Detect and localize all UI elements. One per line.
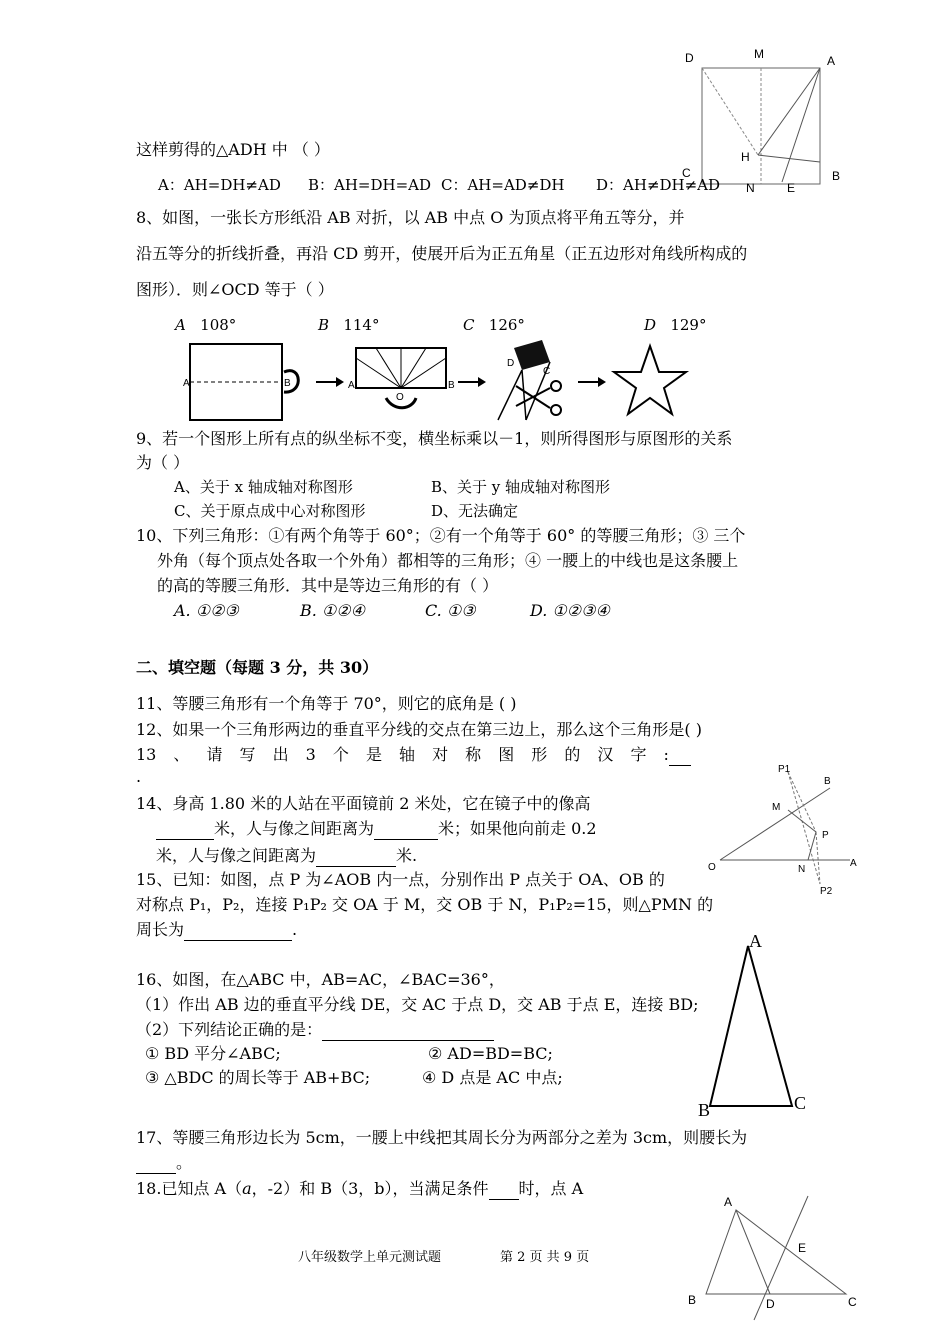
svg-text:B: B — [448, 380, 455, 391]
q8-option-d: D 129° — [644, 316, 707, 334]
svg-text:B: B — [824, 776, 831, 787]
svg-text:B: B — [698, 1100, 711, 1120]
q18-blank[interactable] — [489, 1183, 519, 1200]
q14-line2: 米，人与像之间距离为 米；如果他向前走 0.2 — [156, 818, 597, 840]
q13-blank[interactable] — [669, 749, 691, 766]
svg-text:A: A — [749, 931, 762, 951]
q7-tail: 这样剪得的△ADH 中 （ ） — [136, 140, 330, 159]
q8-line1: 8、如图，一张长方形纸沿 AB 对折，以 AB 中点 O 为顶点将平角五等分，并 — [136, 208, 685, 227]
q8-line3: 图形）．则∠OCD 等于（ ） — [136, 280, 334, 299]
q18-text: 18.已知点 A（a，-2）和 B（3，b），当满足条件 时，点 A — [136, 1179, 584, 1198]
q15-figure — [700, 760, 870, 900]
q8-option-a: A 108° — [175, 316, 237, 334]
q16-option-1: ① BD 平分∠ABC; — [145, 1044, 281, 1063]
svg-text:C: C — [848, 1295, 857, 1309]
footer-page: 第 2 页 共 9 页 — [500, 1250, 590, 1265]
q10-option-c: C. ①③ — [425, 601, 476, 620]
label-H: H — [741, 150, 750, 164]
label-N: N — [746, 181, 755, 195]
q11-text: 11、等腰三角形有一个角等于 70°，则它的底角是 ( ) — [136, 694, 517, 713]
q13-line2: . — [136, 767, 142, 786]
q17-blank[interactable] — [136, 1157, 176, 1174]
q15-blank[interactable] — [184, 924, 292, 941]
svg-text:O: O — [708, 862, 716, 873]
q10-option-d: D. ①②③④ — [530, 601, 610, 620]
q10-line2: 外角（每个顶点处各取一个外角）都相等的三角形；④ 一腰上的中线也是这条腰上 — [157, 551, 739, 570]
q8-line2: 沿五等分的折线折叠，再沿 CD 剪开，使展开后为正五角星（正五边形对角线所构成的 — [136, 244, 748, 263]
q8-option-c: C 126° — [463, 316, 525, 334]
svg-text:P1: P1 — [778, 764, 791, 775]
svg-text:A: A — [348, 380, 355, 391]
q16-line2: （1）作出 AB 边的垂直平分线 DE，交 AC 于点 D，交 AB 于点 E，连接 BD; — [136, 995, 699, 1014]
q15-line1: 15、已知：如图，点 P 为∠AOB 内一点，分别作出 P 点关于 OA、OB 的 — [136, 870, 665, 889]
q7-option-d: D：AH≠DH≠AD — [596, 176, 721, 194]
q10-option-a: A. ①②③ — [174, 601, 239, 620]
q16-figure — [696, 928, 826, 1120]
q8-option-b: B 114° — [318, 316, 380, 334]
q8-figure — [180, 336, 700, 424]
label-D: D — [685, 51, 694, 65]
q9-option-a: A、关于 x 轴成轴对称图形 — [174, 478, 353, 496]
q14-blank-1[interactable] — [156, 823, 214, 840]
label-E: E — [787, 181, 796, 195]
q16-line1: 16、如图，在△ABC 中，AB=AC，∠BAC=36°， — [136, 970, 505, 989]
q10-option-b: B. ①②④ — [300, 601, 365, 620]
footer-left: 八年级数学上单元测试题 — [298, 1250, 442, 1265]
svg-text:C: C — [543, 366, 551, 377]
svg-text:C: C — [794, 1093, 807, 1113]
label-M: M — [754, 47, 764, 61]
q7-option-b: B：AH=DH=AD — [308, 176, 432, 194]
q16-option-2: ② AD=BD=BC; — [428, 1044, 553, 1063]
svg-text:B: B — [688, 1293, 697, 1307]
q10-line3: 的高的等腰三角形．其中是等边三角形的有（ ） — [157, 576, 499, 595]
svg-text:A: A — [724, 1195, 733, 1209]
q9-option-b: B、关于 y 轴成轴对称图形 — [431, 478, 611, 496]
label-A: A — [827, 54, 836, 68]
q14-line1: 14、身高 1.80 米的人站在平面镜前 2 米处，它在镜子中的像高 — [136, 794, 591, 813]
q16-blank[interactable] — [322, 1024, 494, 1041]
svg-text:N: N — [798, 864, 806, 875]
q9-line1: 9、若一个图形上所有点的纵坐标不变，横坐标乘以－1，则所得图形与原图形的关系 — [136, 429, 733, 448]
svg-text:O: O — [396, 392, 404, 403]
svg-text:P2: P2 — [820, 886, 833, 897]
q14-blank-2[interactable] — [374, 823, 438, 840]
svg-text:E: E — [798, 1241, 807, 1255]
q15-line2: 对称点 P₁，P₂，连接 P₁P₂ 交 OA 于 M，交 OB 于 N，P₁P₂=15，则△PMN 的 — [136, 895, 714, 914]
q9-line2: 为（ ） — [136, 453, 190, 472]
label-C: C — [682, 166, 691, 180]
q17-line2: 。 — [136, 1152, 192, 1174]
q14-blank-3[interactable] — [316, 850, 396, 867]
svg-text:B: B — [284, 378, 291, 389]
q7-option-a: A：AH=DH≠AD — [158, 176, 281, 194]
q9-option-c: C、关于原点成中心对称图形 — [174, 502, 366, 520]
label-B: B — [832, 169, 841, 183]
q16-option-3: ③ △BDC 的周长等于 AB+BC; — [145, 1068, 371, 1087]
q7-option-c: C：AH=AD≠DH — [441, 176, 565, 194]
q18-figure — [680, 1188, 870, 1328]
q9-option-d: D、无法确定 — [431, 502, 519, 520]
q15-line3: 周长为 . — [136, 920, 298, 939]
svg-text:A: A — [850, 858, 857, 869]
svg-text:M: M — [772, 802, 781, 813]
q16-line3: （2）下列结论正确的是： — [136, 1019, 494, 1041]
svg-text:D: D — [507, 358, 515, 369]
q10-line1: 10、下列三角形：①有两个角等于 60°；②有一个角等于 60° 的等腰三角形；③ 三个 — [136, 526, 746, 545]
q12-text: 12、如果一个三角形两边的垂直平分线的交点在第三边上，那么这个三角形是( ) — [136, 720, 702, 739]
svg-text:D: D — [766, 1297, 775, 1311]
section-2-title: 二、填空题（每题 3 分，共 30） — [136, 658, 379, 677]
q16-option-4: ④ D 点是 AC 中点; — [422, 1068, 563, 1087]
q14-line3: 米，人与像之间距离为 米. — [156, 846, 418, 865]
svg-text:A: A — [183, 378, 190, 389]
q13-line1: 13 、 请 写 出 3 个 是 轴 对 称 图 形 的 汉 字 : — [136, 744, 691, 766]
q17-line1: 17、等腰三角形边长为 5cm，一腰上中线把其周长分为两部分之差为 3cm，则腰长为 — [136, 1128, 748, 1147]
svg-text:P: P — [822, 830, 829, 841]
